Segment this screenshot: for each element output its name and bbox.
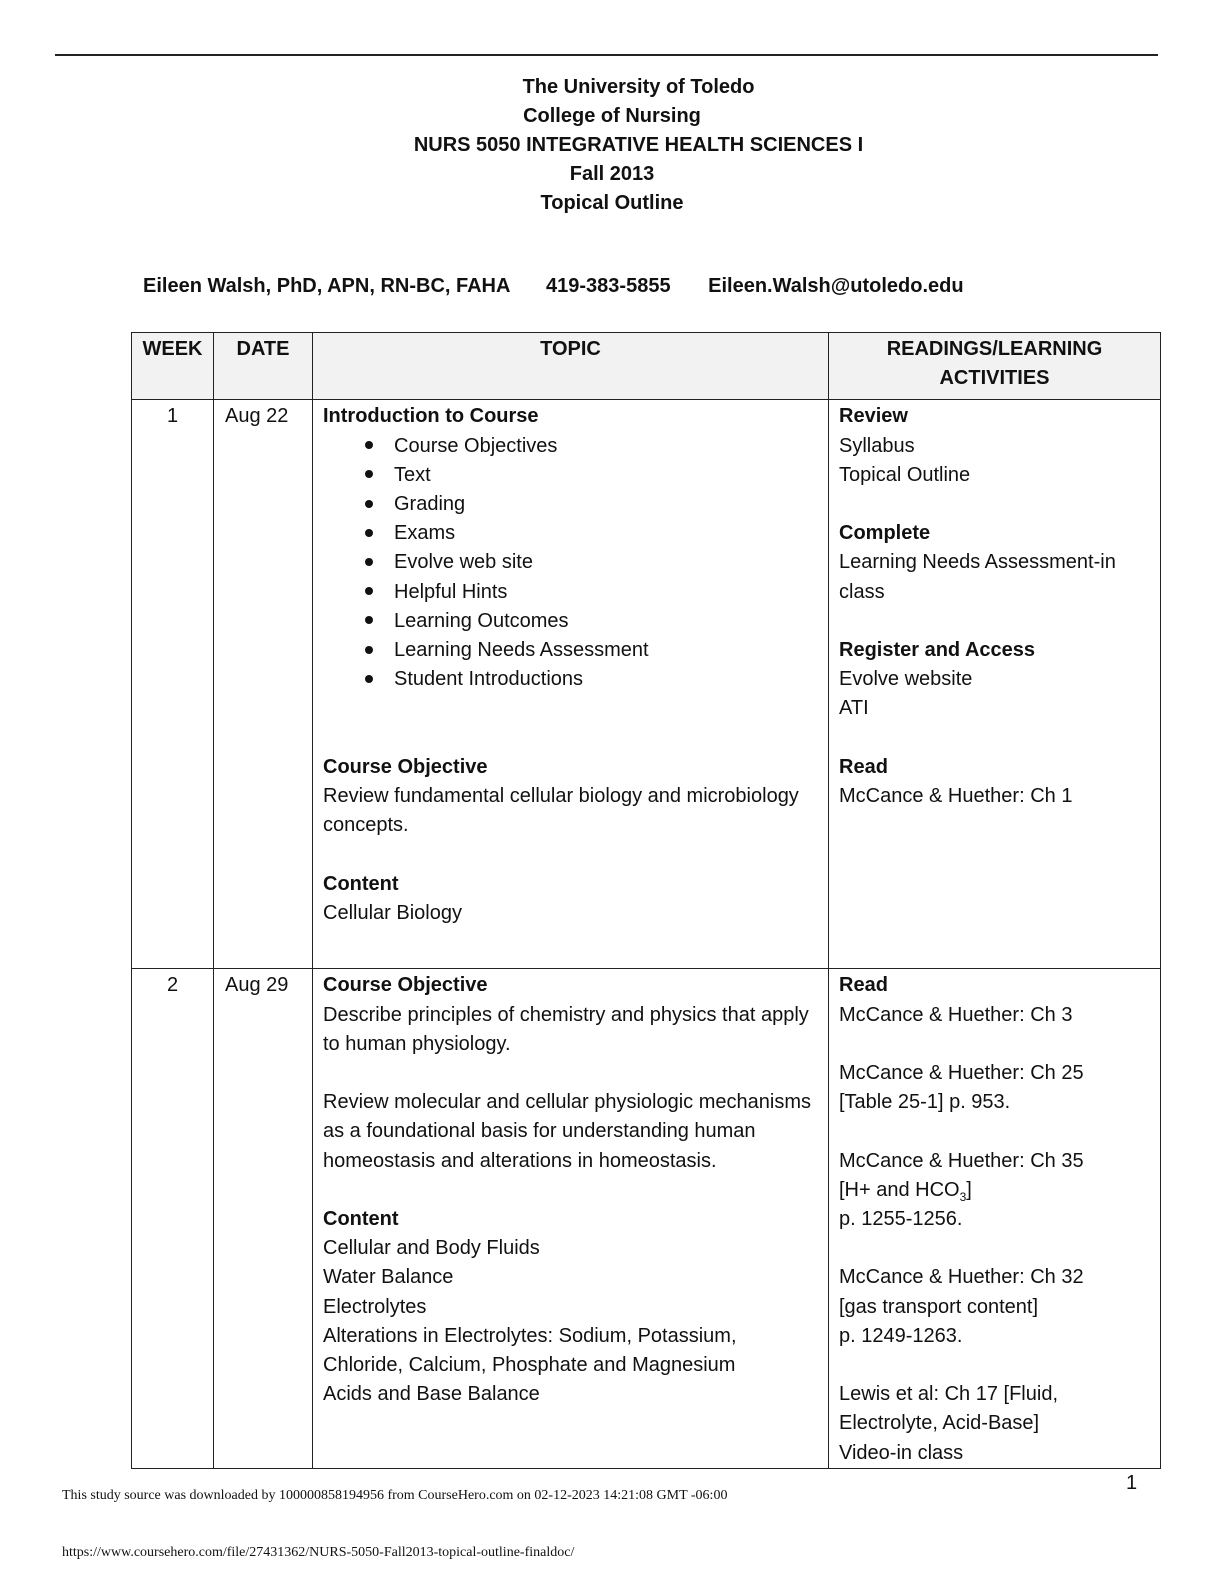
content-title: Content <box>323 1208 399 1230</box>
instructor-email: Eileen.Walsh@utoledo.edu <box>708 275 964 297</box>
read-item: p. 1255-1256. <box>839 1208 963 1230</box>
read-item: McCance & Huether: Ch 25 <box>839 1062 1084 1084</box>
read-title: Read <box>839 974 888 997</box>
complete-title: Complete <box>839 522 931 545</box>
table-header-row <box>132 333 1161 400</box>
list-item: Learning Outcomes <box>323 607 818 636</box>
read-item: McCance & Huether: Ch 1 <box>839 785 1073 807</box>
objective-text: Review fundamental cellular biology and microbiology concepts. <box>323 785 799 837</box>
readings-cell <box>829 969 1161 1468</box>
complete-item: Learning Needs Assessment-in class <box>839 551 1116 603</box>
read-title: Read <box>839 755 888 778</box>
list-item: Text <box>323 461 818 490</box>
date-cell: Aug 22 <box>214 400 313 969</box>
bullet-icon <box>365 441 373 449</box>
header-readings: READINGS/LEARNING ACTIVITIES <box>829 333 1161 400</box>
content-title: Content <box>323 872 399 895</box>
bullet-icon <box>365 587 373 595</box>
register-item: ATI <box>839 697 869 720</box>
bullet-icon <box>365 500 373 508</box>
university-name: The University of Toledo <box>522 76 755 98</box>
college-name: College of Nursing <box>523 105 701 127</box>
readings-cell <box>829 400 1161 969</box>
register-title: Register and Access <box>839 639 1036 661</box>
download-notice: This study source was downloaded by 100000858194956 from CourseHero.com on 02-12-2023 14:21:08 GMT -06:00 <box>62 1488 728 1503</box>
objective-text: Review molecular and cellular physiologic mechanisms as a foundational basis for understanding human homeostasis and alterations in homeostasis. <box>323 1091 811 1172</box>
bullet-icon <box>365 470 373 478</box>
intro-title: Introduction to Course <box>323 405 539 428</box>
list-item: Grading <box>323 490 818 519</box>
top-horizontal-rule <box>55 54 1158 56</box>
intro-bullet-list <box>323 432 818 695</box>
source-url[interactable]: https://www.coursehero.com/file/27431362/NURS-5050-Fall2013-topical-outline-finaldoc/ <box>62 1545 575 1560</box>
content-item: Water Balance <box>323 1266 454 1289</box>
week-cell: 1 <box>132 400 214 969</box>
topic-cell <box>313 400 829 969</box>
review-item: Syllabus <box>839 434 915 457</box>
review-item: Topical Outline <box>839 463 971 486</box>
content-text: Cellular Biology <box>323 901 462 924</box>
content-item: Acids and Base Balance <box>323 1383 540 1406</box>
course-title: NURS 5050 INTEGRATIVE HEALTH SCIENCES I <box>413 134 864 156</box>
bullet-icon <box>365 616 373 624</box>
document-header <box>0 73 1224 218</box>
list-item: Course Objectives <box>323 432 818 461</box>
bullet-icon <box>365 675 373 683</box>
topical-outline-table <box>131 332 1161 1469</box>
list-item: Learning Needs Assessment <box>323 636 818 665</box>
list-item: Helpful Hints <box>323 578 818 607</box>
date-cell: Aug 29 <box>214 969 313 1468</box>
objective-title: Course Objective <box>323 755 488 778</box>
review-title: Review <box>839 405 908 428</box>
read-item: [H+ and $HCO_3$] <box>839 1178 972 1204</box>
list-item: Student Introductions <box>323 665 818 694</box>
instructor-phone: 419-383-5855 <box>546 275 671 297</box>
objective-text: Describe principles of chemistry and physics that apply to human physiology. <box>323 1003 809 1055</box>
content-item: Electrolytes <box>323 1295 427 1318</box>
read-item: [gas transport content] <box>839 1295 1039 1318</box>
topic-cell <box>313 969 829 1468</box>
table-row <box>132 969 1161 1468</box>
instructor-name: Eileen Walsh, PhD, APN, RN-BC, FAHA <box>143 275 511 297</box>
list-item: Evolve web site <box>323 548 818 577</box>
week-cell: 2 <box>132 969 214 1468</box>
read-item: McCance & Huether: Ch 35 <box>839 1149 1084 1172</box>
header-week: WEEK <box>132 333 214 400</box>
read-item: Video-in class <box>839 1441 964 1464</box>
document-title: Topical Outline <box>540 192 684 214</box>
read-item: Lewis et al: Ch 17 [Fluid, Electrolyte, Acid-Base] <box>839 1383 1058 1435</box>
content-item: Cellular and Body Fluids <box>323 1237 540 1260</box>
read-item: [Table 25-1] p. 953. <box>839 1091 1011 1114</box>
list-item: Exams <box>323 519 818 548</box>
bullet-icon <box>365 529 373 537</box>
page-number: 1 <box>1126 1472 1138 1494</box>
term: Fall 2013 <box>569 163 655 185</box>
content-item: Alterations in Electrolytes: Sodium, Potassium, Chloride, Calcium, Phosphate and Magnesium <box>323 1324 737 1377</box>
header-date: DATE <box>214 333 313 400</box>
bullet-icon <box>365 558 373 566</box>
read-item: p. 1249-1263. <box>839 1324 963 1347</box>
register-item: Evolve website <box>839 668 973 691</box>
bullet-icon <box>365 646 373 654</box>
objective-title: Course Objective <box>323 974 488 997</box>
read-item: McCance & Huether: Ch 32 <box>839 1266 1084 1289</box>
read-item: McCance & Huether: Ch 3 <box>839 1003 1073 1026</box>
header-topic: TOPIC <box>313 333 829 400</box>
table-row <box>132 400 1161 969</box>
instructor-contact <box>143 275 964 298</box>
